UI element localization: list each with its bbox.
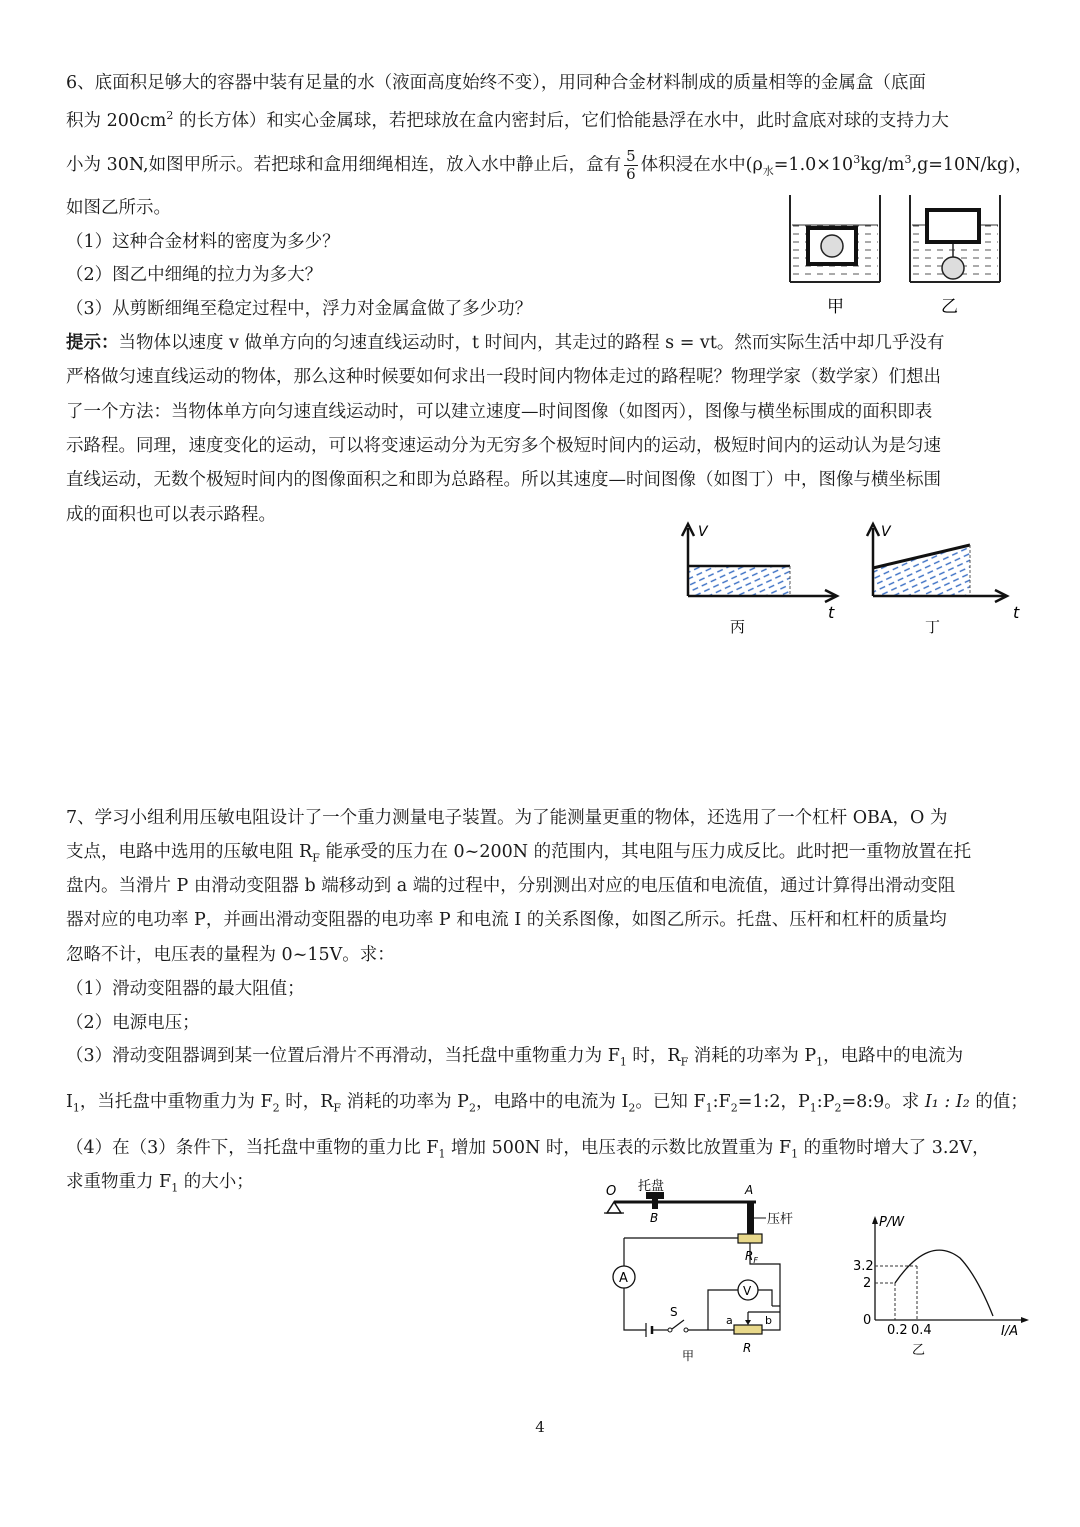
q6-line-2: 积为 $200cm^2$ 的长方体）和实心金属球，若把球放在盒内密封后，它们恰能悬浮在水中，此时盒底对球的支持力大: [66, 109, 949, 131]
graph-ytick-3-2: 3.2: [853, 1259, 874, 1274]
hint-label: 提示：: [66, 333, 119, 353]
metal-ball-jia: [821, 235, 843, 257]
axis-t-ding: t: [1013, 603, 1020, 622]
container-figures: [780, 190, 1010, 325]
graph-ytick-2: 2: [863, 1276, 872, 1291]
q7-sub-2: （2）电源电压；: [66, 1013, 200, 1033]
press-rod: [747, 1202, 754, 1234]
hint-line-3: 了一个方法：当物体单方向匀速直线运动时，可以建立速度—时间图像（如图丙），图像与横坐标围成的面积即表: [66, 402, 933, 422]
fig-label-circuit-jia: 甲: [682, 1349, 695, 1363]
rheostat-r: [734, 1325, 762, 1334]
hint-line-2: 严格做匀速直线运动的物体，那么这种时候要如何求出一段时间内物体走过的路程呢？物理学家（数学家）们想出: [66, 367, 941, 387]
q7-sub-4a: （4）在（3）条件下，当托盘中重物的重力比 $F_1$ 增加 500N 时，电压表的示数比放置重为 $F_1$ 的重物时增大了 3.2V，: [66, 1138, 990, 1161]
ammeter-label: A: [619, 1271, 628, 1286]
current-ratio: I₁ : I₂: [924, 1092, 970, 1112]
graph-xtick-0-4: 0.4: [911, 1323, 932, 1338]
q7-sub-4b: 求重物重力 $F_1$ 的大小；: [66, 1172, 254, 1195]
switch-icon: [668, 1328, 672, 1332]
graph-xtick-0-2: 0.2: [887, 1323, 908, 1338]
fig-label-graph-yi: 乙: [912, 1343, 926, 1358]
label-a: A: [745, 1183, 754, 1197]
fig-label-yi: 乙: [941, 297, 958, 317]
voltmeter-label: V: [743, 1284, 752, 1298]
label-tray: 托盘: [638, 1179, 665, 1194]
label-o: O: [606, 1184, 617, 1199]
q6-line-4: 如图乙所示。: [66, 198, 171, 218]
axis-v-bing: V: [698, 524, 708, 540]
label-rf: $R_F$: [745, 1249, 758, 1265]
axis-t-bing: t: [828, 603, 835, 622]
hint-line-4: 示路程。同理，速度变化的运动，可以将变速运动分为无穷多个极短时间内的运动，极短时间内的运动认为是匀速: [66, 436, 941, 456]
axis-v-ding: V: [881, 524, 891, 540]
pivot-o: [607, 1202, 621, 1213]
page-number: 4: [535, 1418, 545, 1436]
graph-origin: 0: [863, 1313, 872, 1328]
metal-box-yi: [927, 210, 979, 242]
q7-line-3: 盘内。当滑片 P 由滑动变阻器 b 端移动到 a 端的过程中，分别测出对应的电压值和电流值，通过计算得出滑动变阻: [66, 876, 956, 896]
graph-xlabel: I/A: [1001, 1324, 1019, 1339]
hint-line-6: 成的面积也可以表示路程。: [66, 505, 276, 525]
power-current-graph: [845, 1212, 1045, 1362]
container-yi: [910, 195, 1000, 282]
q7-line-5: 忽略不计，电压表的量程为 0~15V。求：: [66, 945, 395, 965]
q7-line-2: 支点，电路中选用的压敏电阻 $R_F$ 能承受的压力在 0~200N 的范围内，其电阻与压力成反比。此时把一重物放置在托: [66, 842, 972, 865]
label-b: B: [650, 1211, 659, 1225]
metal-ball-yi: [942, 257, 964, 279]
q6-line-3: 小为 30N,如图甲所示。若把球和盒用细绳相连，放入水中静止后，盒有 $\frac{5}{6}$ 体积浸在水中$(\rho_水=1.0\times 10^3kg/m^3,g=10N/kg)$，: [66, 147, 1033, 183]
fraction-five-sixths: $\frac{5}{6}$: [626, 147, 636, 183]
container-jia: [790, 195, 880, 282]
q7-sub-3a: （3）滑动变阻器调到某一位置后滑片不再滑动，当托盘中重物重力为 $F_1$ 时，$R_F$ 消耗的功率为 $P_1$，电路中的电流为: [66, 1046, 964, 1069]
label-rheostat-b: b: [765, 1314, 772, 1327]
q7-line-1: 7、学习小组利用压敏电阻设计了一个重力测量电子装置。为了能测量更重的物体，还选用了一个杠杆 OBA，O 为: [66, 808, 948, 828]
hint-line-1: 提示：当物体以速度 v 做单方向的匀速直线运动时，t 时间内，其走过的路程 s = vt。然而实际生活中却几乎没有: [66, 333, 945, 353]
q6-sub-1: （1）这种合金材料的密度为多少？: [66, 232, 340, 252]
q7-sub-3b: $I_1$，当托盘中重物重力为 $F_2$ 时，$R_F$ 消耗的功率为 $P_2$，电路中的电流为 $I_2$。已知 $F_1:F_2=1:2$，$P_1:P_2=8:9$。求 I₁ : I₂ 的值；: [66, 1092, 1028, 1115]
label-rod: 压杆: [767, 1212, 794, 1227]
graph-ylabel: P/W: [879, 1215, 905, 1230]
vt-graphs: [670, 518, 1030, 643]
fig-label-bing: 丙: [730, 618, 746, 636]
q7-line-4: 器对应的电功率 P，并画出滑动变阻器的电功率 P 和电流 I 的关系图像，如图乙所示。托盘、压杆和杠杆的质量均: [66, 910, 947, 930]
label-rheostat-a: a: [726, 1314, 733, 1327]
power-curve: [895, 1250, 993, 1316]
circuit-diagram: [600, 1179, 815, 1363]
label-r: R: [743, 1341, 752, 1355]
fig-label-ding: 丁: [925, 618, 941, 636]
label-s: S: [670, 1305, 678, 1319]
q6-sub-3: （3）从剪断细绳至稳定过程中，浮力对金属盒做了多少功？: [66, 299, 533, 319]
q7-sub-1: （1）滑动变阻器的最大阻值；: [66, 979, 305, 999]
q6-sub-2: （2）图乙中细绳的拉力为多大？: [66, 265, 323, 285]
hint-line-5: 直线运动，无数个极短时间内的图像面积之和即为总路程。所以其速度—时间图像（如图丁）中，图像与横坐标围: [66, 470, 941, 490]
q6-line-1: 6、底面积足够大的容器中装有足量的水（液面高度始终不变），用同种合金材料制成的质量相等的金属盒（底面: [66, 73, 926, 93]
fig-label-jia: 甲: [827, 297, 844, 317]
resistor-rf: [738, 1234, 762, 1243]
